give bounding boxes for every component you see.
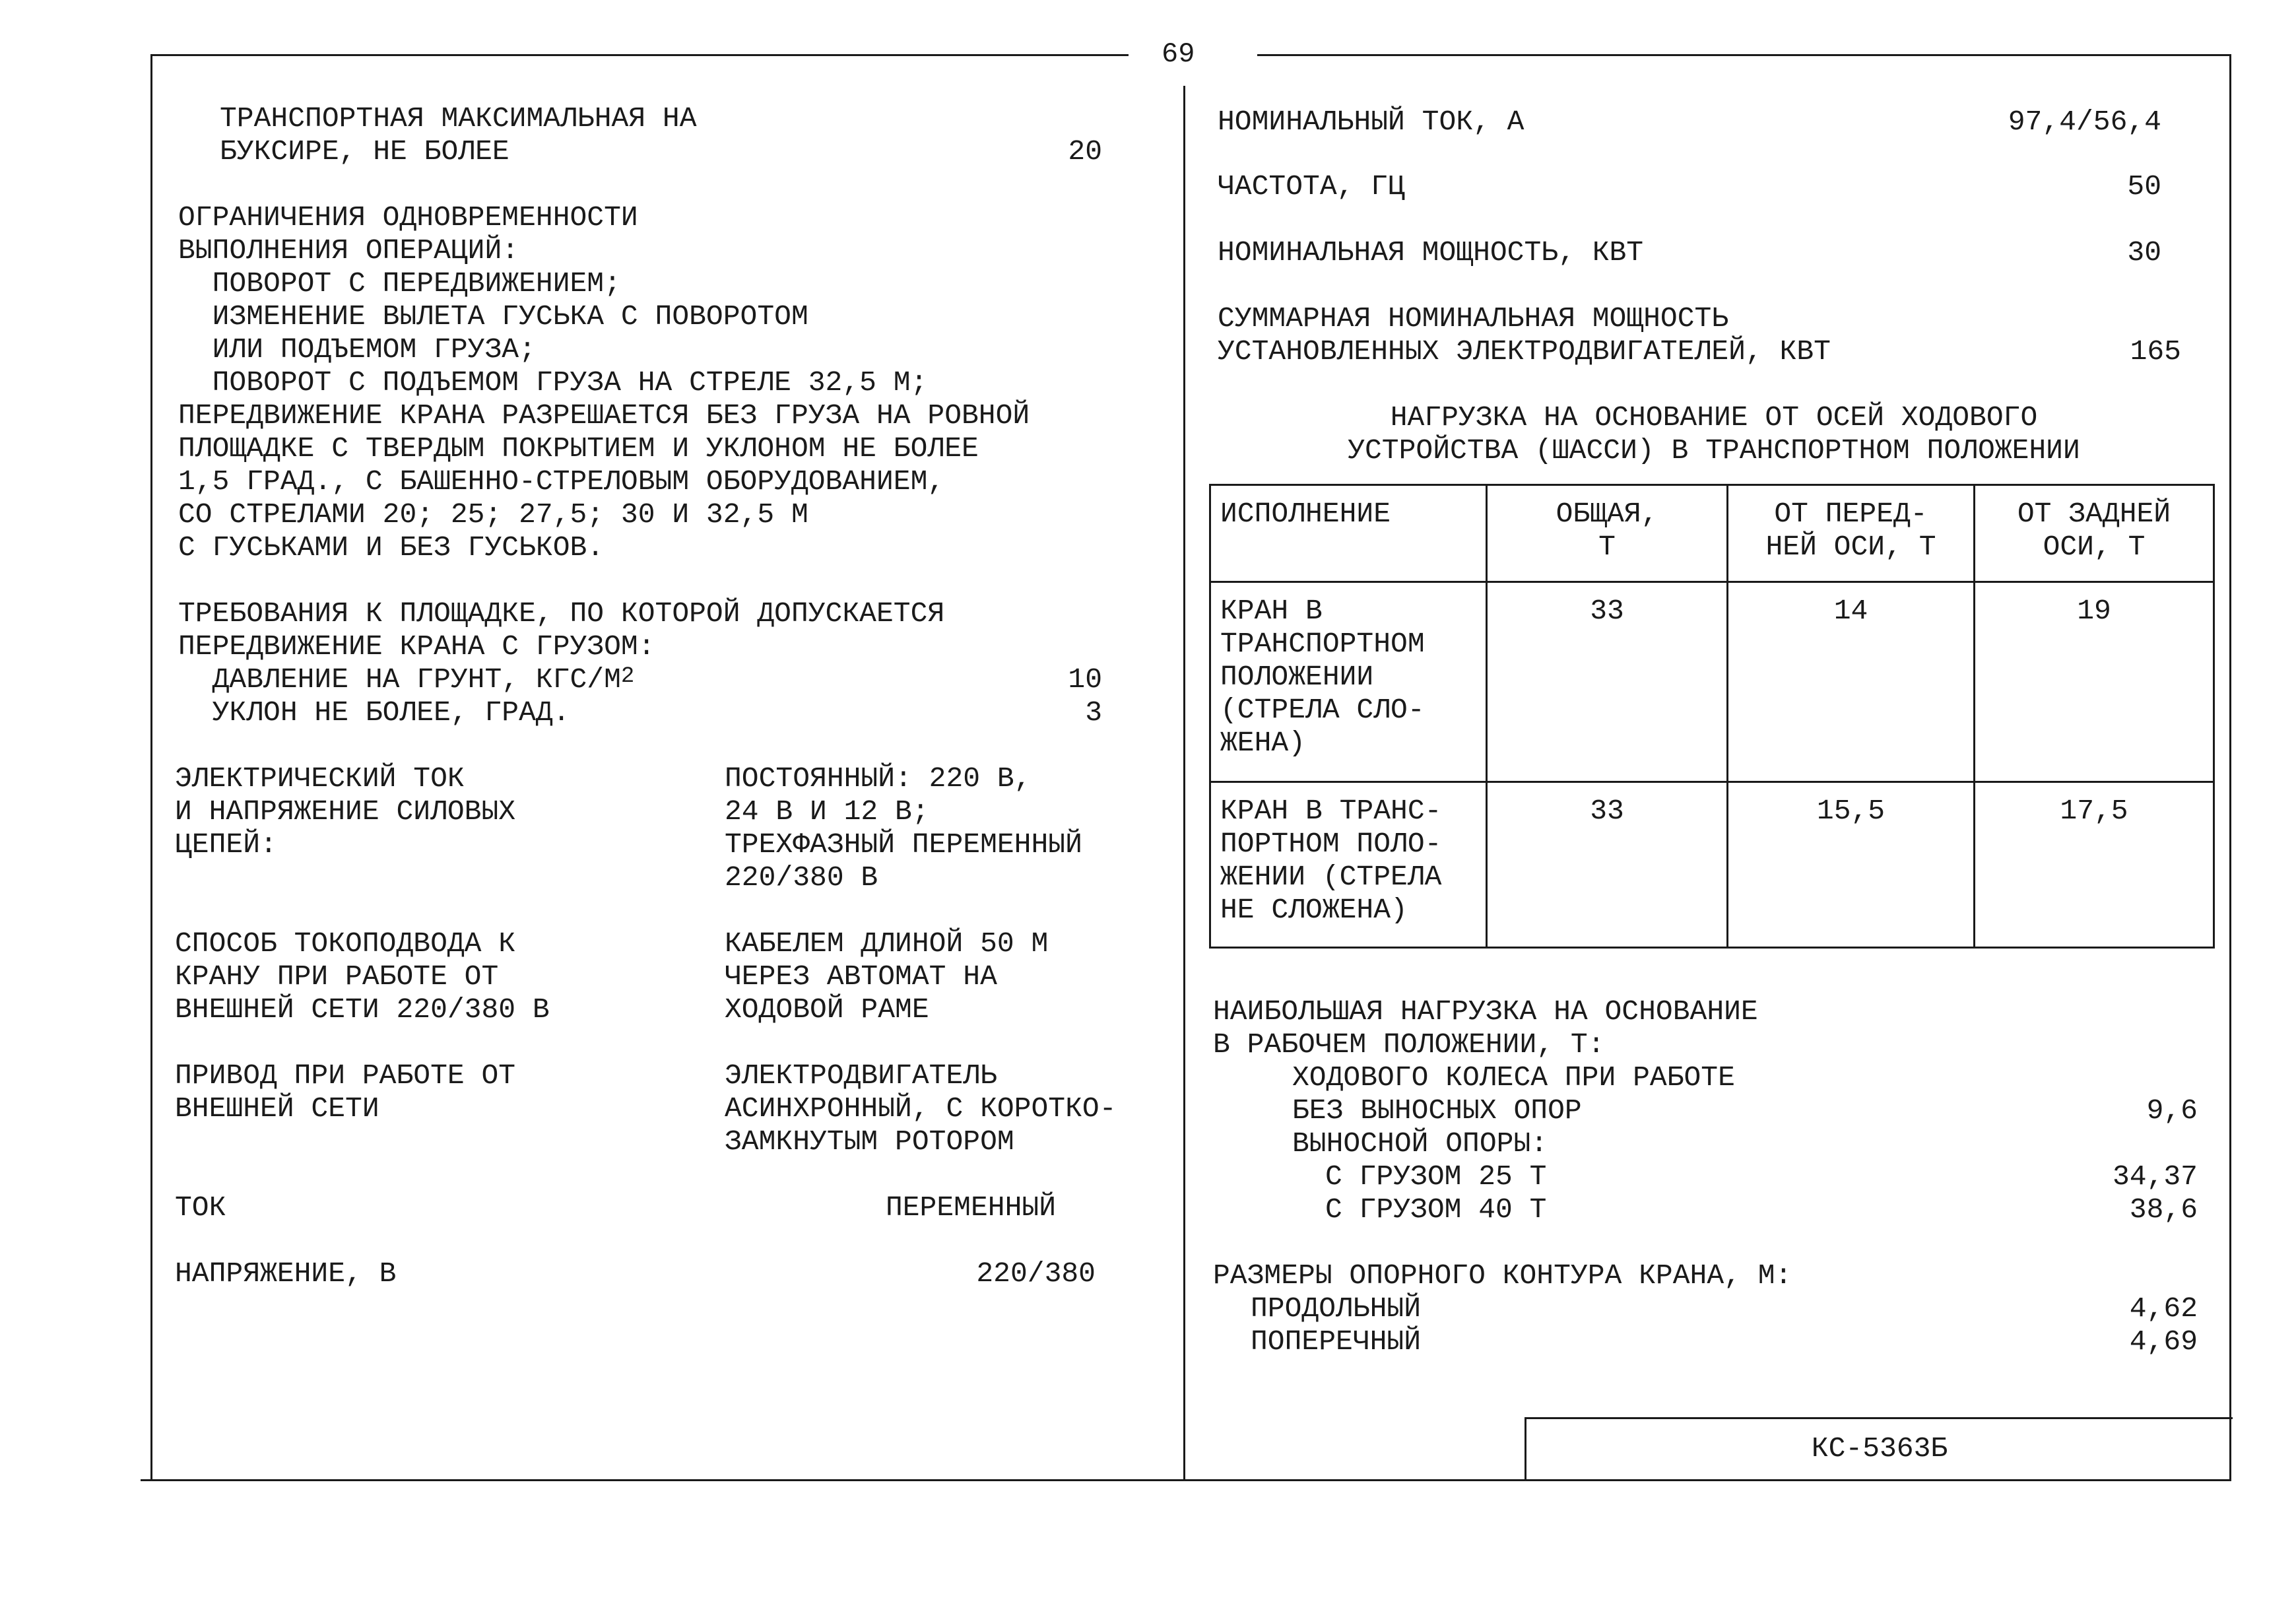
value-line: 24 В И 12 В; <box>725 795 929 828</box>
contour-label: РАЗМЕРЫ ОПОРНОГО КОНТУРА КРАНА, М: <box>1213 1259 1792 1292</box>
total-value: 33 <box>1590 595 1624 627</box>
row-rear <box>1975 582 2214 782</box>
header-text: ОСИ, Т <box>2043 531 2146 563</box>
frame-right <box>2229 54 2231 1481</box>
header-text: ИСПОЛНЕНИЕ <box>1220 498 1391 530</box>
label-line: КРАНУ ПРИ РАБОТЕ ОТ <box>175 960 499 993</box>
restrictions-line: ПОВОРОТ С ПЕРЕДВИЖЕНИЕМ; <box>178 267 621 300</box>
variant-line: ТРАНСПОРТНОМ <box>1220 628 1425 660</box>
frame-top-right <box>1257 54 2229 56</box>
value-line: ЧЕРЕЗ АВТОМАТ НА <box>725 960 997 993</box>
title-block <box>1525 1417 2233 1481</box>
frequency-value: 50 <box>2127 170 2161 203</box>
axle-load-table <box>1209 484 2215 949</box>
outrigger-label: ВЫНОСНОЙ ОПОРЫ: <box>1292 1127 1548 1160</box>
label-line: ВНЕШНЕЙ СЕТИ 220/380 В <box>175 993 550 1026</box>
slope-value: 3 <box>1085 696 1102 729</box>
nominal-power-value: 30 <box>2127 236 2161 269</box>
total-value: 33 <box>1590 795 1624 827</box>
value-line: 220/380 В <box>725 861 878 894</box>
variant-line: ПОЛОЖЕНИИ <box>1220 661 1374 693</box>
longitudinal-label: ПРОДОЛЬНЫЙ <box>1251 1292 1422 1325</box>
restrictions-line: ОГРАНИЧЕНИЯ ОДНОВРЕМЕННОСТИ <box>178 201 638 234</box>
value-line: ПОСТОЯННЫЙ: 220 В, <box>725 762 1032 795</box>
total-power-value: 165 <box>2130 335 2181 368</box>
load-25-value: 34,37 <box>2112 1160 2198 1193</box>
header-total <box>1487 485 1728 582</box>
ground-pressure-label <box>178 663 634 696</box>
header-text: ОТ ПЕРЕД- <box>1774 498 1928 530</box>
nominal-current-label: НОМИНАЛЬНЫЙ ТОК, А <box>1218 106 1525 138</box>
frame-left <box>150 54 152 1481</box>
load-40-value: 38,6 <box>2129 1193 2198 1226</box>
variant-line: (СТРЕЛА СЛО- <box>1220 694 1425 726</box>
transverse-value: 4,69 <box>2129 1325 2198 1358</box>
nominal-current-value: 97,4/56,4 <box>2008 106 2161 138</box>
header-front <box>1728 485 1975 582</box>
row-rear <box>1975 782 2214 948</box>
total-power-label-2: УСТАНОВЛЕННЫХ ЭЛЕКТРОДВИГАТЕЛЕЙ, КВТ <box>1218 335 1831 368</box>
power-supply-label <box>175 927 550 1026</box>
value-line: ТРЕХФАЗНЫЙ ПЕРЕМЕННЫЙ <box>725 828 1082 861</box>
header-text: Т <box>1598 531 1616 563</box>
voltage-label: НАПРЯЖЕНИЕ, В <box>175 1257 397 1290</box>
drive-label <box>175 1059 515 1125</box>
value-line: ЗАМКНУТЫМ РОТОРОМ <box>725 1125 1014 1158</box>
rear-value: 17,5 <box>2060 795 2128 827</box>
front-value: 15,5 <box>1816 795 1886 827</box>
restrictions-line: ПОВОРОТ С ПОДЪЕМОМ ГРУЗА НА СТРЕЛЕ 32,5 М; <box>178 366 928 399</box>
variant-line: КРАН В <box>1220 595 1323 627</box>
value-line: ЭЛЕКТРОДВИГАТЕЛЬ <box>725 1059 997 1092</box>
load-25-label: С ГРУЗОМ 25 Т <box>1325 1160 1547 1193</box>
total-power-label-1: СУММАРНАЯ НОМИНАЛЬНАЯ МОЩНОСТЬ <box>1218 302 1729 335</box>
restrictions-line: ПЛОЩАДКЕ С ТВЕРДЫМ ПОКРЫТИЕМ И УКЛОНОМ НЕ БОЛЕЕ <box>178 432 979 465</box>
power-supply-value <box>725 927 1048 1026</box>
electric-current-value <box>725 762 1082 894</box>
ground-pressure-value: 10 <box>1068 663 1102 696</box>
row-variant <box>1210 782 1487 948</box>
frequency-label: ЧАСТОТА, ГЦ <box>1218 170 1405 203</box>
towing-speed-value: 20 <box>1068 135 1102 168</box>
header-text: ОБЩАЯ, <box>1556 498 1658 530</box>
header-text: ОТ ЗАДНЕЙ <box>2017 498 2171 530</box>
max-load-label-2: В РАБОЧЕМ ПОЛОЖЕНИИ, Т: <box>1213 1028 1605 1061</box>
label-line: И НАПРЯЖЕНИЕ СИЛОВЫХ <box>175 795 516 828</box>
label-line: ПРИВОД ПРИ РАБОТЕ ОТ <box>175 1059 516 1092</box>
model-code: КС-5363Б <box>1811 1432 1948 1465</box>
restrictions-line: ИЗМЕНЕНИЕ ВЫЛЕТА ГУСЬКА С ПОВОРОТОМ <box>178 300 808 333</box>
variant-line: ЖЕНИИ (СТРЕЛА <box>1220 861 1442 893</box>
towing-speed-label-1: ТРАНСПОРТНАЯ МАКСИМАЛЬНАЯ НА <box>220 102 697 135</box>
ground-pressure-text: ДАВЛЕНИЕ НА ГРУНТ, КГС/М <box>178 663 621 696</box>
restrictions-line: 1,5 ГРАД., С БАШЕННО-СТРЕЛОВЫМ ОБОРУДОВАНИЕМ, <box>178 465 945 498</box>
max-load-label-1: НАИБОЛЬШАЯ НАГРУЗКА НА ОСНОВАНИЕ <box>1213 995 1758 1028</box>
variant-line: ЖЕНА) <box>1220 727 1306 759</box>
label-line: ЦЕПЕЙ: <box>175 828 277 861</box>
wheel-value: 9,6 <box>2146 1094 2198 1127</box>
squared-mark: 2 <box>620 664 635 689</box>
table-title-1: НАГРУЗКА НА ОСНОВАНИЕ ОТ ОСЕЙ ХОДОВОГО <box>1390 401 2038 434</box>
row-front <box>1728 582 1975 782</box>
row-front <box>1728 782 1975 948</box>
wheel-label-2: БЕЗ ВЫНОСНЫХ ОПОР <box>1292 1094 1582 1127</box>
slope-label: УКЛОН НЕ БОЛЕЕ, ГРАД. <box>178 696 570 729</box>
row-total <box>1487 782 1728 948</box>
column-divider <box>1183 86 1185 1481</box>
header-variant <box>1210 485 1487 582</box>
electric-current-label <box>175 762 515 861</box>
site-requirements-1: ТРЕБОВАНИЯ К ПЛОЩАДКЕ, ПО КОТОРОЙ ДОПУСКАЕТСЯ <box>178 597 945 630</box>
value-line: АСИНХРОННЫЙ, С КОРОТКО- <box>725 1092 1117 1125</box>
value-line: КАБЕЛЕМ ДЛИНОЙ 50 М <box>725 927 1049 960</box>
table-title-2: УСТРОЙСТВА (ШАССИ) В ТРАНСПОРТНОМ ПОЛОЖЕНИИ <box>1348 434 2080 467</box>
restrictions-line: ВЫПОЛНЕНИЯ ОПЕРАЦИЙ: <box>178 234 519 267</box>
rear-value: 19 <box>2077 595 2111 627</box>
header-rear <box>1975 485 2214 582</box>
table-header-row <box>1210 485 2214 582</box>
restrictions-line: ПЕРЕДВИЖЕНИЕ КРАНА РАЗРЕШАЕТСЯ БЕЗ ГРУЗА НА РОВНОЙ <box>178 399 1030 432</box>
nominal-power-label: НОМИНАЛЬНАЯ МОЩНОСТЬ, КВТ <box>1218 236 1644 269</box>
load-40-label: С ГРУЗОМ 40 Т <box>1325 1193 1547 1226</box>
restrictions-line: СО СТРЕЛАМИ 20; 25; 27,5; 30 И 32,5 М <box>178 498 808 531</box>
towing-speed-label-2: БУКСИРЕ, НЕ БОЛЕЕ <box>220 135 509 168</box>
label-line: СПОСОБ ТОКОПОДВОДА К <box>175 927 516 960</box>
front-value: 14 <box>1833 595 1868 627</box>
row-total <box>1487 582 1728 782</box>
voltage-value: 220/380 <box>976 1257 1096 1290</box>
restrictions-line: ИЛИ ПОДЪЕМОМ ГРУЗА; <box>178 333 536 366</box>
label-line: ЭЛЕКТРИЧЕСКИЙ ТОК <box>175 762 465 795</box>
restrictions-line: С ГУСЬКАМИ И БЕЗ ГУСЬКОВ. <box>178 531 605 564</box>
variant-line: ПОРТНОМ ПОЛО- <box>1220 828 1442 860</box>
page-number: 69 <box>1162 38 1195 70</box>
wheel-label-1: ХОДОВОГО КОЛЕСА ПРИ РАБОТЕ <box>1292 1061 1735 1094</box>
variant-line: НЕ СЛОЖЕНА) <box>1220 894 1408 926</box>
value-line: ХОДОВОЙ РАМЕ <box>725 993 929 1026</box>
variant-line: КРАН В ТРАНС- <box>1220 795 1442 827</box>
transverse-label: ПОПЕРЕЧНЫЙ <box>1251 1325 1422 1358</box>
table-row <box>1210 582 2214 782</box>
drive-value <box>725 1059 1117 1158</box>
site-requirements-2: ПЕРЕДВИЖЕНИЕ КРАНА С ГРУЗОМ: <box>178 630 655 663</box>
table-row <box>1210 782 2214 948</box>
frame-top-left <box>150 54 1129 56</box>
label-line: ВНЕШНЕЙ СЕТИ <box>175 1092 379 1125</box>
row-variant <box>1210 582 1487 782</box>
longitudinal-value: 4,62 <box>2129 1292 2198 1325</box>
current-type-label: ТОК <box>175 1191 226 1224</box>
header-text: НЕЙ ОСИ, Т <box>1765 531 1936 563</box>
current-type-value: ПЕРЕМЕННЫЙ <box>885 1191 1056 1224</box>
